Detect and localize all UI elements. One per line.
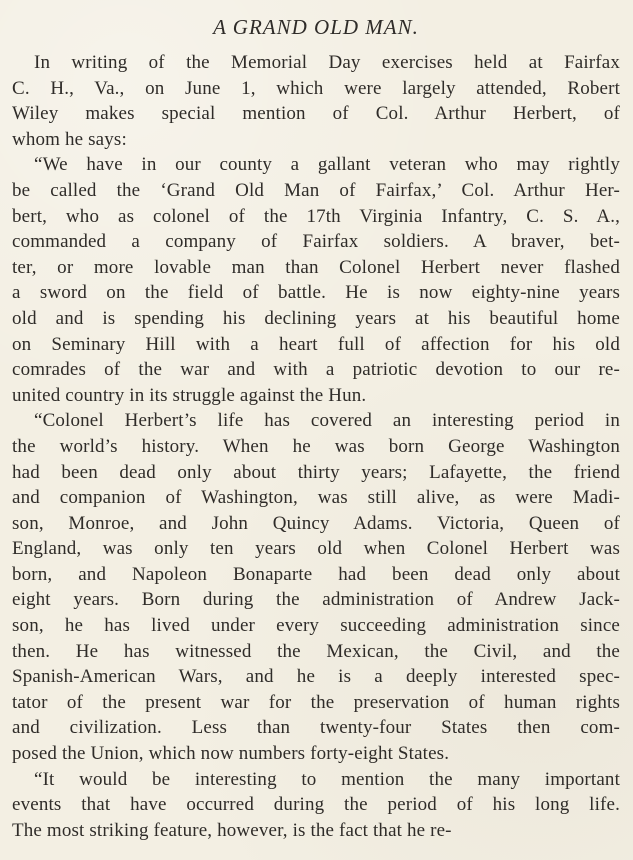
text-line: commanded a company of Fairfax soldiers. A braver, bet- (12, 231, 620, 253)
text-line: events that have occurred during the period of his long life. (12, 794, 620, 816)
text-line: “It would be interesting to mention the many important (34, 768, 620, 790)
text-line: son, Monroe, and John Quincy Adams. Victoria, Queen of (12, 512, 620, 534)
text-line: eight years. Born during the administration of Andrew Jack- (12, 589, 620, 611)
article-title: A GRAND OLD MAN. (213, 15, 419, 39)
text-line: then. He has witnessed the Mexican, the Civil, and the (12, 640, 620, 662)
paragraph-3 (12, 408, 620, 766)
text-line: bert, who as colonel of the 17th Virginia Infantry, C. S. A., (12, 205, 620, 227)
paragraph-2 (12, 152, 620, 408)
text-line: a sword on the field of battle. He is now eighty-nine years (12, 282, 620, 304)
text-line: “We have in our county a gallant veteran who may rightly (34, 154, 620, 176)
text-line: Spanish-American Wars, and he is a deeply interested spec- (12, 666, 620, 688)
text-line: the world’s history. When he was born George Washington (12, 435, 620, 457)
text-line: The most striking feature, however, is the fact that he re- (12, 819, 452, 841)
paragraph-1 (12, 50, 620, 152)
text-line: ter, or more lovable man than Colonel Herbert never flashed (12, 256, 620, 278)
text-line: and companion of Washington, was still alive, as were Madi- (12, 487, 620, 509)
text-line: comrades of the war and with a patriotic devotion to our re- (12, 359, 620, 381)
text-line: In writing of the Memorial Day exercises held at Fairfax (34, 52, 620, 73)
text-line: son, he has lived under every succeeding administration since (12, 615, 620, 637)
text-line: Wiley makes special mention of Col. Arthur Herbert, of (12, 103, 620, 125)
text-line: had been dead only about thirty years; Lafayette, the friend (12, 461, 620, 483)
text-line: “Colonel Herbert’s life has covered an interesting period in (34, 410, 620, 432)
text-line: C. H., Va., on June 1, which were largely attended, Robert (12, 77, 620, 99)
text-line: united country in its struggle against the Hun. (12, 384, 367, 406)
paragraph-4 (12, 767, 620, 844)
text-line: posed the Union, which now numbers forty-eight States. (12, 743, 450, 765)
text-line: be called the ‘Grand Old Man of Fairfax,’ Col. Arthur Her- (12, 179, 620, 201)
text-line: tator of the present war for the preservation of human rights (12, 691, 620, 713)
text-line: born, and Napoleon Bonaparte had been dead only about (12, 563, 620, 585)
text-line: old and is spending his declining years at his beautiful home (12, 307, 620, 329)
text-line: on Seminary Hill with a heart full of affection for his old (12, 333, 620, 355)
text-line: England, was only ten years old when Colonel Herbert was (12, 538, 620, 560)
text-line: and civilization. Less than twenty-four States then com- (12, 717, 620, 739)
text-line: whom he says: (12, 128, 127, 150)
